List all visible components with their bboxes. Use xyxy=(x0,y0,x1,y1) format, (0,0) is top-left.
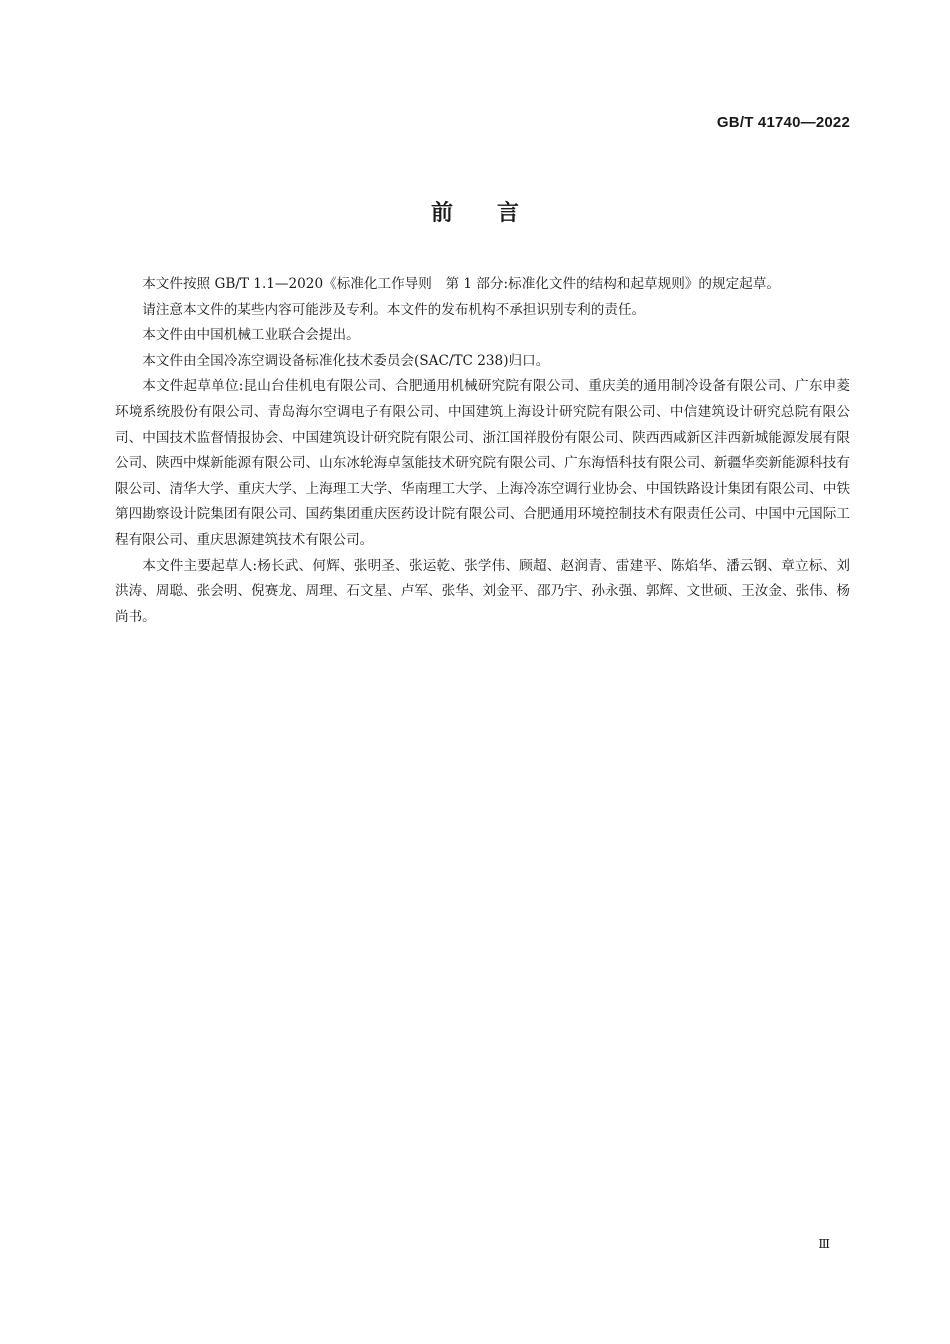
paragraph-proposer: 本文件由中国机械工业联合会提出。 xyxy=(142,327,360,344)
paragraph-committee: 本文件由全国冷冻空调设备标准化技术委员会(SAC/TC 238)归口。 xyxy=(142,352,550,369)
paragraph-drafting-rules: 本文件按照 GB/T 1.1—2020《标准化工作导则 第 1 部分:标准化文件的结构和起草规则》的规定起草。 xyxy=(142,276,780,292)
paragraph-patent-notice: 请注意本文件的某些内容可能涉及专利。本文件的发布机构不承担识别专利的责任。 xyxy=(142,301,646,318)
paragraph-drafting-organizations: 本文件起草单位:昆山台佳机电有限公司、合肥通用机械研究院有限公司、重庆美的通用制冷设备有限公司、广东申菱环境系统股份有限公司、青岛海尔空调电子有限公司、中国建筑上海设计研究院有限公司、中信建筑设计研究总院有限公司、中国技术监督情报协会、中国建筑设计研究院有限公司、浙江国祥股份有限公司、陕西西咸新区沣西新城能源发展有限公司、陕西中煤新能源有限公司、山东冰轮海卓氢能技术研究院有限公司、广东海悟科技有限公司、新疆华奕新能源科技有限公司、清华大学、重庆大学、上海理工大学、华南理工大学、上海冷冻空调行业协会、中国铁路设计集团有限公司、中铁第四勘察设计院集团有限公司、国药集团重庆医药设计院有限公司、合肥通用环境控制技术有限责任公司、中国中元国际工程有限公司、重庆思源建筑技术有限公司。 xyxy=(115,378,850,548)
page-number: Ⅲ xyxy=(818,1237,830,1251)
section-title: 前言 xyxy=(430,201,563,226)
foreword-body xyxy=(115,272,850,630)
paragraph-drafters: 本文件主要起草人:杨长武、何辉、张明圣、张运乾、张学伟、顾超、赵润青、雷建平、陈焰华、潘云钢、章立标、刘洪涛、周聪、张会明、倪赛龙、周理、石文星、卢军、张华、刘金平、邵乃宇、孙永强、郭辉、文世硕、王汝金、张伟、杨尚书。 xyxy=(115,557,850,625)
document-code: GB/T 41740—2022 xyxy=(716,114,850,131)
